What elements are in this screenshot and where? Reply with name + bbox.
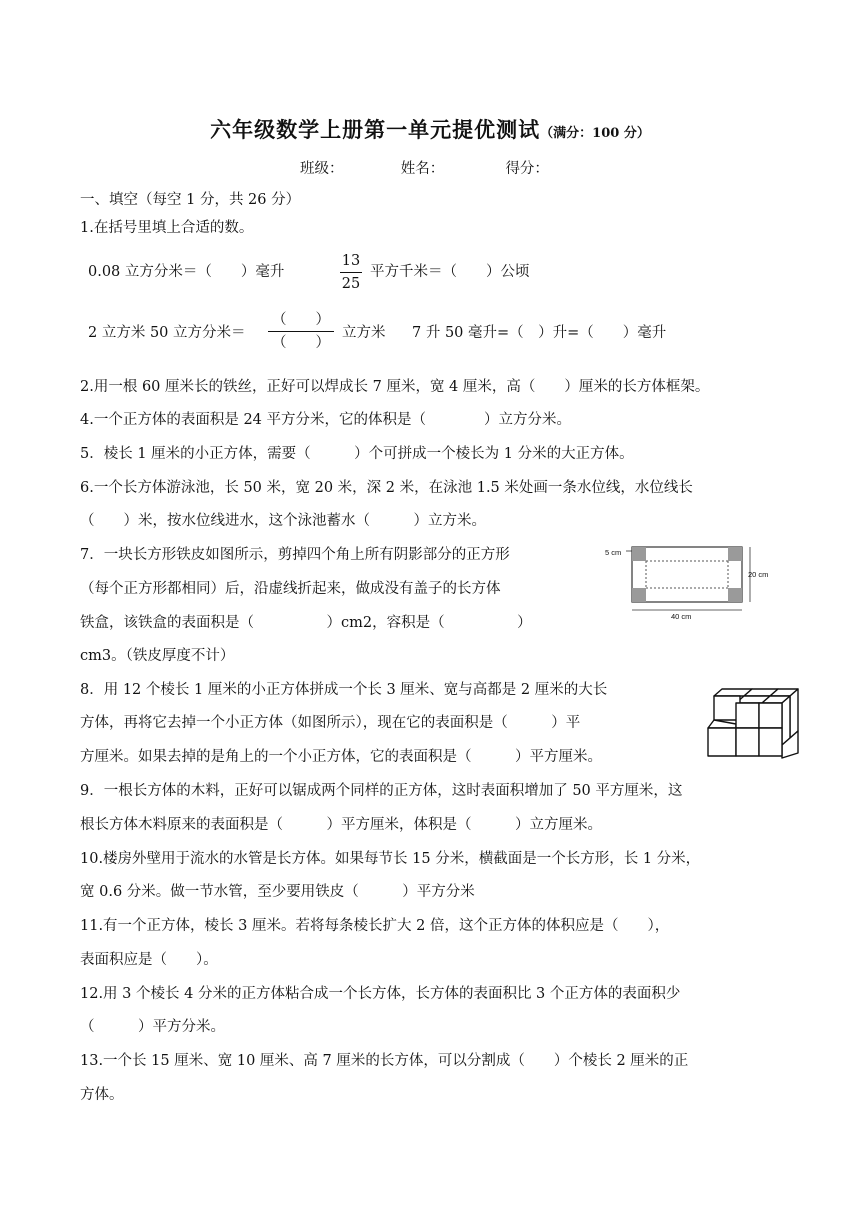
score-label: 得分： [505, 161, 549, 177]
cube-front-face [759, 703, 782, 728]
question-13-line-2: 方体。 [80, 1087, 124, 1103]
q1-fraction [340, 250, 362, 295]
corner-square [632, 547, 646, 561]
name-label: 姓名： [400, 161, 445, 177]
question-8-line-3: 方厘米。如果去掉的是角上的一个小正方体，它的表面积是（ ）平方厘米。 [80, 749, 602, 765]
question-4: 4.一个正方体的表面积是 24 平方分米，它的体积是（ ）立方分米。 [80, 412, 572, 428]
corner-label: 5 cm [605, 548, 622, 557]
question-8-line-1: 8．用 12 个棱长 1 厘米的小正方体拼成一个长 3 厘米、宽与高都是 2 厘米的大长 [80, 682, 608, 698]
width-label: 40 cm [671, 612, 692, 620]
question-9-line-1: 9．一根长方体的木料，正好可以锯成两个同样的正方体，这时表面积增加了 50 平方厘米，这 [80, 783, 683, 799]
sheet-metal-figure [600, 538, 790, 620]
q1-b-frac-num: （ ） [272, 312, 330, 328]
question-7-line-3: 铁盒，该铁盒的表面积是（ ）cm2，容积是（ ） [80, 615, 532, 631]
corner-square [632, 588, 646, 602]
question-6-line-1: 6.一个长方体游泳池，长 50 米，宽 20 米，深 2 米，在泳池 1.5 米处画一条水位线，水位线长 [80, 480, 693, 496]
question-7-line-2: （每个正方形都相同）后，沿虚线折起来，做成没有盖子的长方体 [80, 581, 501, 597]
cube-front-face [736, 728, 759, 756]
question-9-line-2: 根长方体木料原来的表面积是（ ）平方厘米，体积是（ ）立方厘米。 [80, 817, 602, 833]
question-11-line-2: 表面积应是（ ）。 [80, 952, 218, 968]
question-7-line-1: 7．一块长方形铁皮如图所示，剪掉四个角上所有阴影部分的正方形 [80, 547, 510, 563]
q1-frac-num: 13 [341, 253, 361, 269]
class-label: 班级： [300, 161, 344, 177]
cube-stack-figure [702, 686, 802, 760]
q1-stem: 1.在括号里填上合适的数。 [80, 220, 254, 236]
question-10-line-2: 宽 0.6 分米。做一节水管，至少要用铁皮（ ）平方分米 [80, 884, 475, 900]
title-main: 六年级数学上册第一单元提优测试 [210, 117, 541, 142]
q1-frac-den: 25 [341, 276, 361, 292]
q1-b-unit: 立方米 [342, 325, 386, 341]
question-12-line-2: （ ）平方分米。 [80, 1019, 225, 1035]
q1-a-right: 平方千米＝（ ）公顷 [370, 264, 530, 280]
question-12-line-1: 12.用 3 个棱长 4 分米的正方体粘合成一个长方体，长方体的表面积比 3 个正方体的表面积少 [80, 986, 681, 1002]
student-info [300, 157, 549, 178]
cube-front-face [736, 703, 759, 728]
cube-front-face [759, 728, 782, 756]
section-heading: 一、填空（每空 1 分，共 26 分） [80, 192, 301, 208]
q1-b-frac-den: （ ） [272, 335, 330, 351]
height-label: 20 cm [748, 570, 769, 579]
title-score: （满分：100 分） [540, 126, 650, 141]
question-6-line-2: （ ）米，按水位线进水，这个泳池蓄水（ ）立方米。 [80, 513, 486, 529]
question-8-line-2: 方体，再将它去掉一个小正方体（如图所示），现在它的表面积是（ ）平 [80, 715, 581, 731]
q1-b-fraction [268, 309, 334, 354]
question-10-line-1: 10.楼房外壁用于流水的水管是长方体。如果每节长 15 分米，横截面是一个长方形，长 1 分米， [80, 851, 701, 867]
question-2: 2.用一根 60 厘米长的铁丝，正好可以焊成长 7 厘米，宽 4 厘米，高（ ）厘米的长方体框架。 [80, 379, 710, 395]
corner-square [728, 547, 742, 561]
cube-front-face [708, 728, 736, 756]
question-7-line-4: cm3。（铁皮厚度不计） [80, 648, 235, 664]
q1-a-left: 0.08 立方分米＝（ ）毫升 [88, 264, 285, 280]
cube-side-face [782, 696, 790, 745]
question-13-line-1: 13.一个长 15 厘米、宽 10 厘米、高 7 厘米的长方体，可以分割成（ ）个棱长 2 厘米的正 [80, 1053, 689, 1069]
question-11-line-1: 11.有一个正方体，棱长 3 厘米。若将每条棱长扩大 2 倍，这个正方体的体积应是（ ）， [80, 918, 670, 934]
q1-b-left: 2 立方米 50 立方分米＝ [88, 325, 246, 341]
corner-square [728, 588, 742, 602]
question-5: 5．棱长 1 厘米的小正方体，需要（ ）个可拼成一个棱长为 1 分米的大正方体。 [80, 446, 634, 462]
page-title [0, 114, 860, 144]
sheet-outline [632, 547, 742, 602]
cube-floor-face [708, 720, 736, 728]
cube-side-face [790, 689, 798, 738]
q1-b-right: 7 升 50 毫升=（ ）升=（ ）毫升 [412, 325, 667, 341]
